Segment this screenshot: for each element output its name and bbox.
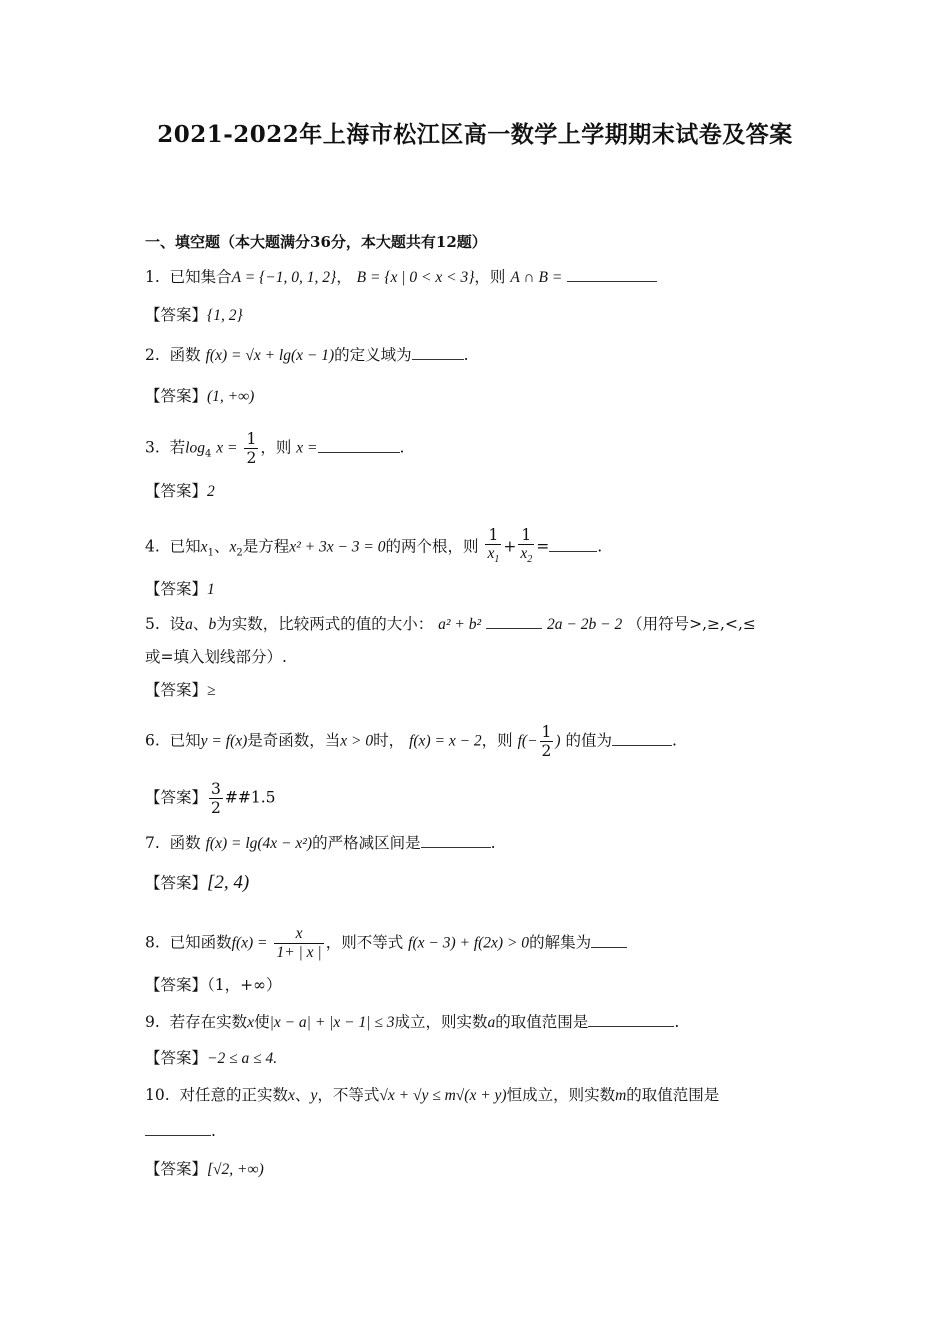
answer-1: 【答案】{1, 2} <box>145 306 243 324</box>
answer-8: 【答案】（1，+∞） <box>145 976 282 994</box>
answer-blank <box>567 267 657 282</box>
answer-3: 【答案】2 <box>145 482 215 500</box>
section-heading: 一、填空题（本大题满分36分，本大题共有12题） <box>145 233 487 251</box>
document-title: 2021-2022年上海市松江区高一数学上学期期末试卷及答案 <box>157 121 793 148</box>
fraction: $\frac{1}{2}$ <box>541 723 552 760</box>
question-10: 10. 对任意的正实数x、y，不等式√x + √y ≤ m√(x + y)恒成立，则实数m的取值范围是 <box>145 1086 720 1104</box>
answer-label: 【答案】 <box>145 306 208 324</box>
question-10-line-2: . <box>145 1120 216 1142</box>
answer-2: 【答案】(1, +∞) <box>145 387 255 405</box>
question-number: 1. <box>145 268 160 286</box>
fraction: $\frac{1}{x_2}$ <box>520 526 533 566</box>
answer-blank <box>591 933 627 948</box>
question-2: 2. 函数 f(x) = √x + lg(x − 1)的定义域为 . <box>145 346 469 364</box>
question-3: 3. 若$\log_4 x$ = $\frac{1}{2}$ ，则 x = . <box>145 430 405 467</box>
answer-blank <box>412 345 464 360</box>
question-5-line-2: 或=填入划线部分）. <box>145 648 287 666</box>
question-4: 4. 已知$x_1$、$x_2$是方程x² + 3x − 3 = 0的两个根，则 $\frac{1}{x_1}$ + $\frac{1}{x_2}$ = . <box>145 526 602 569</box>
answer-blank <box>549 537 597 552</box>
question-1: 1. 已知集合A = {−1, 0, 1, 2}， B = {x | 0 < x < 3}，则 A ∩ B = <box>145 266 657 289</box>
question-5: 5. 设a、b为实数，比较两式的值的大小： a² + b² 2a − 2b − 2 （用符号>,≥,<,≤ <box>145 615 756 633</box>
fraction: $\frac{1}{x_1}$ <box>487 526 500 566</box>
answer-blank <box>421 833 491 848</box>
answer-6: 【答案】 $\frac{3}{2}$ ##1.5 <box>145 780 276 817</box>
question-6: 6. 已知y = f(x)是奇函数，当x > 0时， f(x) = x − 2，则 f(− $\frac{1}{2}$ ) 的值为 . <box>145 723 677 760</box>
answer-9: 【答案】−2 ≤ a ≤ 4. <box>145 1049 278 1067</box>
answer-blank <box>145 1121 211 1136</box>
answer-blank <box>588 1012 674 1027</box>
fraction: $\frac{1}{2}$ <box>246 430 257 467</box>
answer-blank <box>318 438 400 453</box>
answer-7: 【答案】[2, 4) <box>145 872 250 893</box>
answer-blank <box>486 614 542 629</box>
answer-4: 【答案】1 <box>145 580 215 598</box>
question-7: 7. 函数 f(x) = lg(4x − x²)的严格减区间是 . <box>145 834 496 852</box>
answer-10: 【答案】[√2, +∞) <box>145 1160 264 1178</box>
question-8: 8. 已知函数f(x) = $\frac{x}{1+ | x |}$ ，则不等式 f(x − 3) + f(2x) > 0的解集为 <box>145 925 627 962</box>
fraction: $\frac{x}{1+ | x |}$ <box>276 925 322 961</box>
answer-blank <box>612 731 672 746</box>
question-9: 9. 若存在实数x使|x − a| + |x − 1| ≤ 3成立，则实数a的取值范围是 . <box>145 1013 680 1031</box>
fraction: $\frac{3}{2}$ <box>211 780 221 817</box>
answer-5: 【答案】≥ <box>145 681 216 699</box>
